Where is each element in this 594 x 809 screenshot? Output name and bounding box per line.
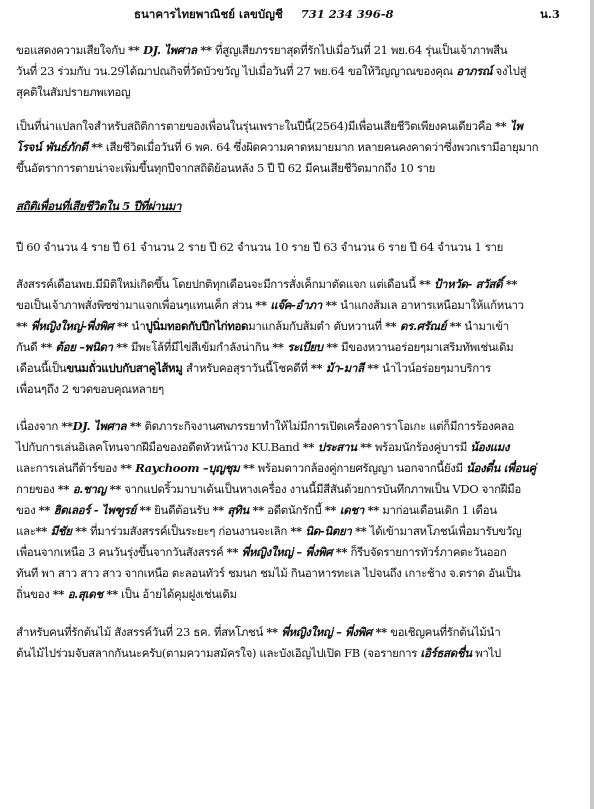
text-line	[16, 361, 491, 375]
text-line	[16, 277, 517, 291]
text-run: เพื่อนจากเหนือ 3 คนวันรุ่งขึ้นจากวันสังสรรค์	[16, 545, 227, 559]
name-emphasis: เอิร์ธสดชื่น	[420, 646, 472, 660]
name-emphasis: ** แจ๊ค-อำภา **	[255, 298, 337, 312]
name-emphasis: ** ฮิตเลอร์ - ไพฑูรย์ **	[38, 503, 151, 517]
text-run: ของ	[16, 503, 39, 517]
text-run: เนื่องจาก	[16, 419, 62, 433]
name-emphasis: ** อ.ชาญ **	[57, 482, 121, 496]
text-run: สำหรับคอสุราวันนี้โชคดีที่	[182, 361, 311, 375]
text-run: สำหรับคนที่รักต้นไม้ สังสรรค์วันที่ 23 ธค. ที่สหโภชน์	[16, 625, 267, 639]
text-run: กันดี	[16, 340, 41, 354]
text-run: ยินดีต้อนรับ	[150, 503, 213, 517]
food-emphasis: ปูนิ่มทอดกับปีกไก่ทอด	[145, 319, 249, 333]
text-run: นอกจากนี้ยังมี	[393, 461, 467, 475]
bank-account-number: 731 234 396-8	[300, 7, 394, 21]
name-emphasis: อาภรณ์	[456, 64, 493, 78]
name-emphasis: ** ระเบียบ **	[272, 340, 338, 354]
text-line	[16, 382, 164, 396]
section-heading: สถิติเพื่อนที่เสียชีวิตใน 5 ปีที่ผ่านมา	[16, 199, 182, 213]
name-emphasis: ** มีชัย **	[35, 524, 87, 538]
text-line	[16, 140, 538, 154]
text-run: ขอเป็นเจ้าภาพสั่งพิซซ่ามาแจกเพื่อนๆแทนเค็ก ส่วน	[16, 298, 256, 312]
food-emphasis: ขนมถั่วแปบกับสาคูไส้หมู	[66, 361, 183, 375]
text-line	[16, 587, 237, 601]
bank-account-label: ธนาคารไทยพาณิชย์ เลขบัญชี	[134, 7, 283, 21]
text-line	[16, 461, 536, 475]
text-run: เพื่อนๆถึง 2 ขวดขอบคุณหลายๆ	[16, 382, 164, 396]
text-run: มีพะโล้ที่มีไข่สีเข้มกำลังน่ากิน	[127, 340, 273, 354]
text-run: ได้เข้ามาสหโภชน์เพื่อมารับขวัญ	[366, 524, 522, 538]
text-run: ขึ้นอัตราการตายน่าจะเพิ่มขึ้นทุกปีจากสถิติย้อนหลัง 5 ปี ปี 62 มีคนเสียชีวิตมากถึง 10 ราย	[16, 161, 436, 175]
text-run: นำมาเข้า	[461, 319, 509, 333]
page-number: น.3	[540, 7, 560, 21]
text-line	[16, 419, 514, 433]
name-emphasis: ** ป้าหวัด- สวัสดิ์ **	[419, 277, 518, 291]
text-run: ถิ่นของ	[16, 587, 53, 601]
text-run: เดือนนี้เป็น	[16, 361, 67, 375]
name-emphasis: ** เดชา **	[324, 503, 379, 517]
text-line	[16, 64, 526, 78]
name-emphasis: ** DJ. ไพศาล **	[128, 43, 212, 57]
text-run: ที่มาร่วมสังสรรค์เป็นระยะๆ ก่อนงานจะเลิก	[86, 524, 291, 538]
text-line	[16, 161, 435, 175]
text-run: และการเล่นกีต้าร์ของ	[16, 461, 121, 475]
name-emphasis: ** นิด-นิตยา **	[290, 524, 367, 538]
name-emphasis: น้องแมง	[470, 440, 510, 454]
text-line	[16, 646, 501, 660]
text-line	[16, 298, 524, 312]
text-line	[16, 119, 523, 133]
name-emphasis: ** อ.สุเดช **	[52, 587, 118, 601]
name-emphasis: ** ต้อย –พนิดา **	[40, 340, 128, 354]
text-run: ขอเชิญคนที่รักต้นไม้นำ	[386, 625, 501, 639]
name-emphasis: ** สุทิน **	[212, 503, 264, 517]
text-line	[16, 524, 521, 538]
text-run: นำ	[128, 319, 146, 333]
name-emphasis: ** พี่หญิงใหญ่-พี่งพิศ **	[16, 319, 129, 333]
text-run: มาก่อนเดือนเดิก 1 เดือน	[378, 503, 497, 517]
name-emphasis: ** พี่หญิงใหญ่ – พี่งพิศ **	[266, 625, 387, 639]
text-run: สุคติในสัมปรายภพเทอญ	[16, 85, 131, 99]
text-run: จงไปสู่	[492, 64, 527, 78]
text-run: พร้อมดาวกล้องคู่กายศรัญญา	[254, 461, 394, 475]
text-line	[16, 503, 497, 517]
name-emphasis: ** ไพ	[495, 119, 523, 133]
text-run: เป็น อ้ายได้คุมฝูงเช่นเดิม	[117, 587, 237, 601]
text-run: ทันที พา สาว สาว สาว จากเหนือ ตะลอนทัวร์ ชมนก ชมไม้ กินอาหารทะเล ไปจนถึง เกาะช้าง จ.ตราด อันเป็น	[16, 566, 521, 580]
text-run: และ	[16, 524, 36, 538]
name-emphasis: โรจน์ พันธ์ภักดี **	[16, 140, 103, 154]
text-run: วันที่ 23 ร่วมกับ วน.29ได้ฌาปณกิจที่วัดบัวขวัญ ไปเมื่อวันที่ 27 พย.64 ขอให้วิญญาณของคุณ	[16, 64, 457, 78]
death-stats: ปี 60 จำนวน 4 ราย ปี 61 จำนวน 2 ราย ปี 62 จำนวน 10 ราย ปี 63 จำนวน 6 ราย ปี 64 จำนวน 1 ราย	[16, 240, 504, 254]
text-line	[16, 566, 520, 580]
name-emphasis: ** ม้า-มาลี **	[310, 361, 379, 375]
name-emphasis: ** พี่หญิงใหญ่ – พี่งพิศ **	[226, 545, 348, 559]
name-emphasis: ** ประสาน **	[302, 440, 372, 454]
text-line	[16, 625, 500, 639]
text-line	[16, 319, 509, 333]
text-run: ติดภาระกิจงานศพภรรยาทำให้ไม่มีการเปิดเครื่องคาราโอเกะ แต่ก็มีการร้องคลอ	[141, 419, 514, 433]
text-run: เสียชีวิตเมื่อวันที่ 6 พค. 64 ซึ่งผิดความคาดหมายมาก หลายคนคงคาดว่าซึ่งพวกเรามีอายุมาก	[102, 140, 539, 154]
text-run: ต้นไม้ไปร่วมจับสลากกันนะครับ(ตามความสมัครใจ) และบังเอิญไปเปิด FB (จอรายการ	[16, 646, 421, 660]
text-run: จากแปดริ้วมาบาเด้นเป็นหางเครื่อง งานนี้มีสีสันด้วยการบันทึกภาพเป็น VDO จากฝีมือ	[120, 482, 521, 496]
text-run: ที่สูญเสียภรรยาสุดที่รักไปเมื่อวันที่ 21 พย.64 รุ่นเป็นเจ้าภาพสีน	[211, 43, 508, 57]
text-run: พาไป	[471, 646, 501, 660]
text-run: พร้อมนักร้องคู่บารมี	[371, 440, 471, 454]
text-run: ไปกับการเล่นอิเลคโทนจากฝีมือของอดีตหัวหน้าวง KU.Band	[16, 440, 303, 454]
text-run: อดีตนักรักบี้	[263, 503, 325, 517]
text-run: นำแกงส้มเล อาหารเหนือมาให้แก้หนาว	[336, 298, 524, 312]
text-line	[16, 240, 503, 254]
text-run: สังสรรค์เดือนพย.มีมิติใหม่เกิดขึ้น โดยปกติทุกเดือนจะมีการสั่งเค็กมาตัดแจก แต่เดือนนี้	[16, 277, 420, 291]
name-emphasis: ** ดร.ศรัณย์ **	[385, 319, 462, 333]
text-run: เป็นที่น่าแปลกใจสำหรับสถิติการตายของเพื่อนในรุ่นเพราะในปีนี้(2564)มีเพื่อนเสียชีวิตเพียงคนเดียวคือ	[16, 119, 495, 133]
text-line	[16, 440, 509, 454]
name-emphasis: **DJ. ไพศาล **	[61, 419, 142, 433]
text-run: กายของ	[16, 482, 58, 496]
text-line	[16, 545, 506, 559]
page-header	[134, 6, 394, 24]
text-run: มีของหวานอร่อยๆมาเสริมทัพเช่นเดิม	[337, 340, 514, 354]
text-line	[16, 482, 521, 496]
text-line	[16, 340, 513, 354]
text-line	[16, 43, 507, 57]
text-run: มาแกล้มกับส้มตำ ตับหวานที่	[248, 319, 386, 333]
text-run: นำไวน์อร่อยๆมาบริการ	[378, 361, 491, 375]
name-emphasis: น้องดี๋น เพื่อนคู่	[466, 461, 536, 475]
page-edge	[590, 0, 594, 809]
text-line	[16, 85, 130, 99]
text-run: ขอแสดงความเสียใจกับ	[16, 43, 129, 57]
text-run: ก็รีบจัดรายการทัวร์ภาคตะวันออก	[347, 545, 507, 559]
name-emphasis: ** Raychoom –บุญชุม **	[120, 461, 255, 475]
